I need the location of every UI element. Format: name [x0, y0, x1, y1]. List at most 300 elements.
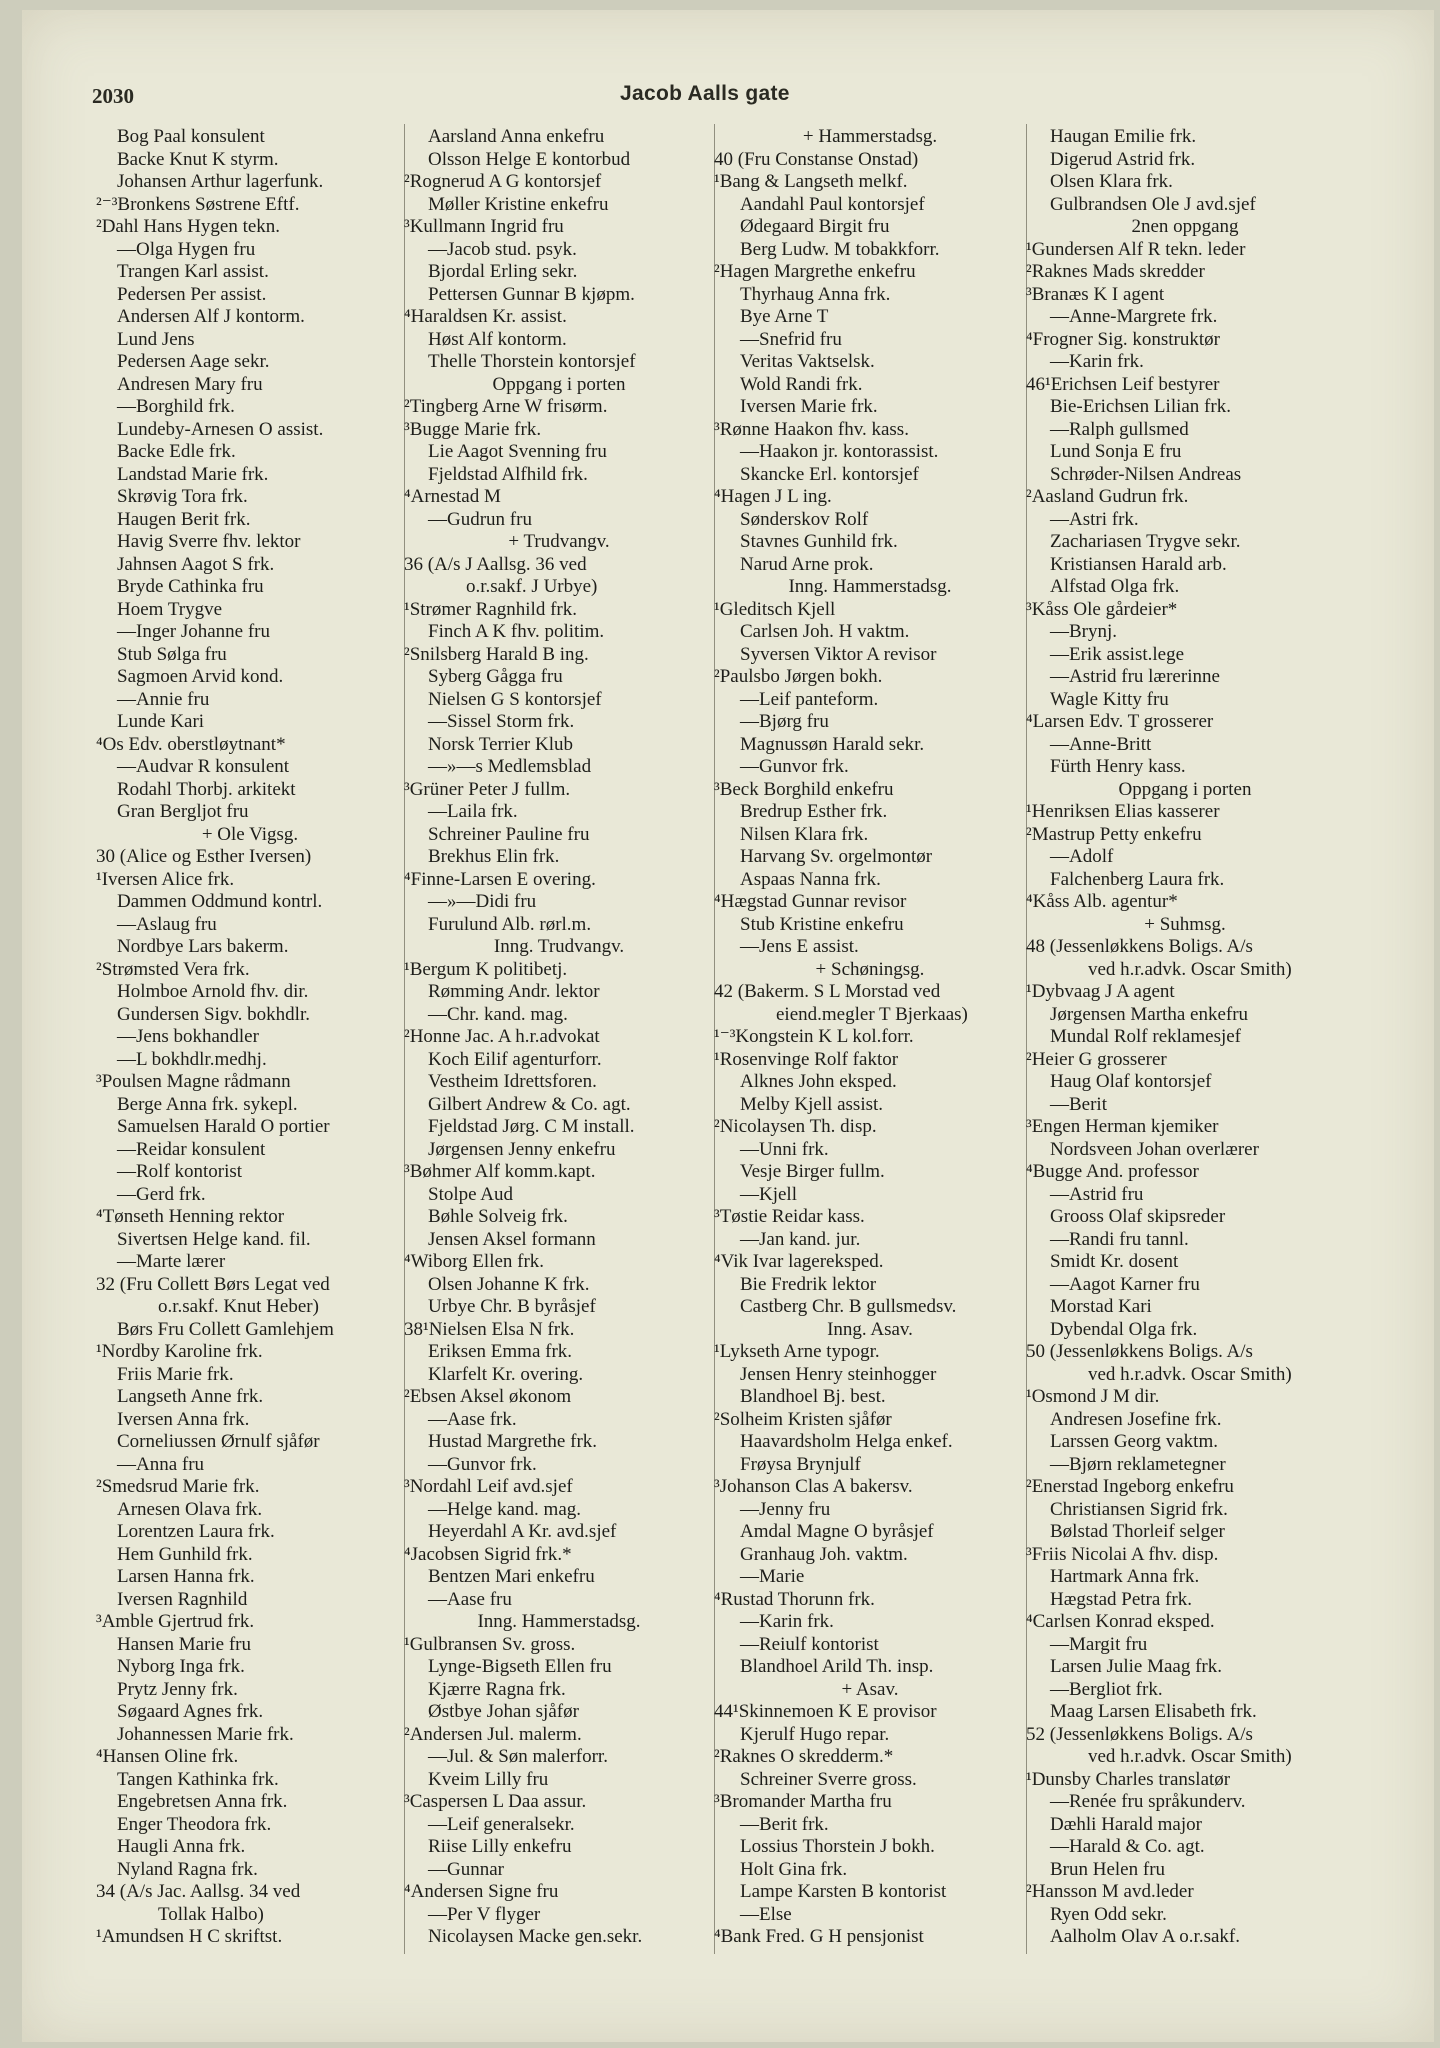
- cross-street-marker: + Asav.: [841, 1678, 899, 1700]
- directory-entry: —Ralph gullsmed: [1050, 418, 1189, 440]
- directory-entry: —Margit fru: [1050, 1633, 1148, 1655]
- directory-entry: Maag Larsen Elisabeth frk.: [1050, 1701, 1257, 1722]
- directory-entry: Pedersen Aage sekr.: [117, 351, 270, 372]
- directory-entry: Dybendal Olga frk.: [1050, 1318, 1198, 1340]
- directory-entry: —Rolf kontorist: [117, 1161, 243, 1182]
- cross-street-marker: + Ole Vigsg.: [201, 823, 299, 845]
- directory-entry: —Bjørg fru: [740, 711, 829, 732]
- directory-entry: Nordsveen Johan overlærer: [1050, 1138, 1259, 1160]
- directory-entry: Hem Gunhild frk.: [117, 1543, 253, 1565]
- directory-entry: —Bergliot frk.: [1050, 1678, 1163, 1700]
- directory-entry: o.r.sakf. Knut Heber): [158, 1296, 319, 1317]
- directory-entry: ¹Rosenvinge Rolf faktor: [714, 1048, 899, 1070]
- directory-entry: —Borghild frk.: [117, 396, 235, 417]
- directory-entry: ³Grüner Peter J fullm.: [404, 778, 571, 800]
- directory-entry: Morstad Kari: [1050, 1296, 1152, 1317]
- directory-entry: ³Amble Gjertrud frk.: [96, 1611, 255, 1632]
- directory-entry: ⁴Haraldsen Kr. assist.: [404, 306, 567, 327]
- directory-entry: —Berit frk.: [740, 1813, 829, 1835]
- directory-entry: 42 (Bakerm. S L Morstad ved: [714, 981, 941, 1002]
- directory-entry: Lund Sonja E fru: [1050, 441, 1182, 462]
- directory-entry: ²Ebsen Aksel økonom: [404, 1386, 572, 1407]
- directory-entry: Hustad Margrethe frk.: [428, 1431, 598, 1452]
- directory-entry: 36 (A/s J Aallsg. 36 ved: [404, 553, 587, 575]
- directory-entry: Alfstad Olga frk.: [1050, 576, 1180, 597]
- directory-entry: Falchenberg Laura frk.: [1050, 868, 1225, 890]
- directory-entry: Sønderskov Rolf: [740, 508, 869, 530]
- directory-entry: Frøysa Brynjulf: [740, 1453, 861, 1475]
- directory-entry: Østbye Johan sjåfør: [428, 1701, 579, 1722]
- directory-entry: —Gerd frk.: [117, 1183, 206, 1205]
- directory-entry: Landstad Marie frk.: [117, 463, 269, 485]
- directory-entry: —Sissel Storm frk.: [428, 711, 575, 732]
- directory-entry: ³Rønne Haakon fhv. kass.: [714, 418, 909, 440]
- directory-entry: ⁴Andersen Signe fru: [404, 1881, 559, 1902]
- directory-entry: eiend.megler T Bjerkaas): [776, 1003, 968, 1025]
- directory-entry: —Astrid fru lærerinne: [1050, 666, 1220, 687]
- directory-entry: ⁴Jacobsen Sigrid frk.*: [404, 1543, 572, 1565]
- directory-entry: —Unni frk.: [740, 1138, 829, 1160]
- directory-entry: Haugan Emilie frk.: [1050, 126, 1197, 147]
- directory-entry: Høst Alf kontorm.: [428, 328, 567, 350]
- directory-entry: Stavnes Gunhild frk.: [740, 531, 898, 552]
- directory-entry: Bog Paal konsulent: [117, 126, 265, 147]
- directory-entry: ⁴Arnestad M: [404, 486, 501, 507]
- directory-entry: Syversen Viktor A revisor: [740, 643, 937, 665]
- directory-entry: Stolpe Aud: [428, 1183, 513, 1205]
- directory-entry: ²Dahl Hans Hygen tekn.: [96, 216, 281, 237]
- directory-entry: Larssen Georg vaktm.: [1050, 1431, 1218, 1452]
- directory-entry: Urbye Chr. B byråsjef: [428, 1296, 596, 1317]
- directory-entry: Sivertsen Helge kand. fil.: [117, 1228, 311, 1250]
- directory-entry: Haugli Anna frk.: [117, 1836, 246, 1857]
- directory-entry: Amdal Magne O byråsjef: [740, 1521, 934, 1542]
- directory-entry: Norsk Terrier Klub: [428, 733, 574, 755]
- directory-entry: Kjærre Ragna frk.: [428, 1678, 566, 1700]
- directory-entry: Finch A K fhv. politim.: [428, 621, 605, 642]
- directory-entry: Bentzen Mari enkefru: [428, 1566, 595, 1587]
- cross-street-marker: + Trudvangv.: [508, 531, 610, 552]
- directory-entry: ⁴Carlsen Konrad eksped.: [1026, 1611, 1215, 1632]
- directory-entry: ²Hagen Margrethe enkefru: [714, 261, 916, 282]
- directory-entry: ¹Gundersen Alf R tekn. leder: [1026, 238, 1246, 260]
- directory-entry: Bie-Erichsen Lilian frk.: [1050, 396, 1231, 417]
- directory-entry: Johansen Arthur lagerfunk.: [117, 171, 324, 192]
- directory-entry: Friis Marie frk.: [117, 1363, 234, 1385]
- directory-entry: ²Mastrup Petty enkefru: [1026, 823, 1202, 845]
- directory-entry: —Adolf: [1050, 846, 1114, 867]
- directory-entry: Backe Edle frk.: [117, 441, 236, 462]
- directory-entry: Lie Aagot Svenning fru: [428, 441, 607, 462]
- cross-street-marker: + Hammerstadsg.: [802, 126, 938, 147]
- directory-entry: Aalholm Olav A o.r.sakf.: [1050, 1926, 1240, 1947]
- directory-entry: Lorentzen Laura frk.: [117, 1521, 275, 1542]
- directory-entry: —Annie fru: [117, 688, 210, 710]
- directory-entry: Skrøvig Tora frk.: [117, 486, 248, 507]
- directory-entry: ⁴Hagen J L ing.: [714, 486, 832, 507]
- directory-entry: Stub Kristine enkefru: [740, 913, 904, 935]
- directory-entry: ¹Osmond J M dir.: [1026, 1386, 1160, 1407]
- directory-entry: —Renée fru språkunderv.: [1050, 1791, 1246, 1812]
- entrance-heading: Inng. Hammerstadsg.: [477, 1611, 641, 1632]
- directory-entry: Kristiansen Harald arb.: [1050, 553, 1227, 575]
- directory-entry: Carlsen Joh. H vaktm.: [740, 621, 910, 642]
- directory-entry: ¹Strømer Ragnhild frk.: [404, 598, 577, 620]
- directory-entry: —Chr. kand. mag.: [428, 1003, 568, 1025]
- directory-entry: —Aslaug fru: [117, 913, 217, 935]
- directory-entry: Schreiner Sverre gross.: [740, 1768, 917, 1790]
- directory-entry: ²Smedsrud Marie frk.: [96, 1476, 260, 1497]
- directory-entry: —Marte lærer: [117, 1251, 226, 1272]
- directory-entry: ²Solheim Kristen sjåfør: [714, 1408, 892, 1430]
- directory-entry: Schrøder-Nilsen Andreas: [1050, 463, 1242, 485]
- directory-entry: ¹Amundsen H C skriftst.: [96, 1926, 283, 1947]
- directory-entry: Furulund Alb. rørl.m.: [428, 913, 592, 935]
- directory-entry: Kveim Lilly fru: [428, 1768, 549, 1790]
- directory-entry: Pedersen Per assist.: [117, 283, 267, 305]
- directory-entry: ved h.r.advk. Oscar Smith): [1088, 1746, 1292, 1767]
- directory-entry: ²Paulsbo Jørgen bokh.: [714, 666, 883, 687]
- directory-entry: Børs Fru Collett Gamlehjem: [117, 1318, 334, 1340]
- directory-entry: ¹Gulbransen Sv. gross.: [404, 1633, 576, 1655]
- directory-entry: —Astrid fru: [1050, 1183, 1144, 1205]
- directory-entry: Backe Knut K styrm.: [117, 148, 279, 170]
- directory-entry: Wagle Kitty fru: [1050, 688, 1169, 710]
- directory-entry: —Reiulf kontorist: [740, 1633, 879, 1655]
- directory-entry: Jensen Henry steinhogger: [740, 1363, 937, 1385]
- directory-entry: Langseth Anne frk.: [117, 1386, 264, 1407]
- directory-entry: ⁴Rustad Thorunn frk.: [714, 1588, 875, 1610]
- directory-entry: Larsen Julie Maag frk.: [1050, 1656, 1222, 1677]
- directory-entry: —Jan kand. jur.: [740, 1228, 861, 1250]
- directory-entry: —Aase fru: [428, 1588, 512, 1610]
- directory-entry: Melby Kjell assist.: [740, 1093, 884, 1115]
- directory-entry: ⁴Larsen Edv. T grosserer: [1026, 711, 1214, 732]
- directory-entry: Magnussøn Harald sekr.: [740, 733, 925, 755]
- directory-entry: Haugen Berit frk.: [117, 508, 251, 530]
- directory-entry: ²Hansson M avd.leder: [1026, 1881, 1194, 1902]
- directory-entry: Olsen Klara frk.: [1050, 171, 1173, 192]
- directory-entry: —Haakon jr. kontorassist.: [740, 441, 939, 462]
- directory-entry: 40 (Fru Constanse Onstad): [714, 148, 919, 170]
- directory-entry: —Jens bokhandler: [117, 1026, 259, 1047]
- directory-entry: Hansen Marie fru: [117, 1633, 252, 1655]
- directory-entry: ²Rognerud A G kontorsjef: [404, 171, 602, 192]
- directory-entry: Aarsland Anna enkefru: [428, 126, 605, 147]
- directory-entry: Corneliussen Ørnulf sjåfør: [117, 1431, 320, 1452]
- directory-entry: ³Beck Borghild enkefru: [714, 778, 894, 800]
- directory-entry: Haug Olaf kontorsjef: [1050, 1071, 1212, 1092]
- directory-entry: Schreiner Pauline fru: [428, 823, 590, 845]
- directory-entry: Lampe Karsten B kontorist: [740, 1881, 947, 1902]
- directory-entry: —Anne-Margrete frk.: [1050, 306, 1218, 327]
- directory-entry: Dæhli Harald major: [1050, 1813, 1202, 1835]
- directory-entry: Dammen Oddmund kontrl.: [117, 891, 323, 912]
- directory-entry: Tollak Halbo): [158, 1903, 264, 1925]
- directory-entry: Haavardsholm Helga enkef.: [740, 1431, 953, 1452]
- directory-entry: Heyerdahl A Kr. avd.sjef: [428, 1521, 617, 1542]
- directory-entry: —Karin frk.: [740, 1611, 834, 1632]
- directory-entry: —Jens E assist.: [740, 936, 859, 957]
- directory-entry: Lossius Thorstein J bokh.: [740, 1836, 935, 1857]
- directory-entry: Lund Jens: [117, 328, 195, 350]
- directory-entry: Veritas Vaktselsk.: [740, 351, 875, 372]
- directory-entry: Jahnsen Aagot S frk.: [117, 553, 275, 575]
- column-3: [714, 126, 1026, 1949]
- directory-entry: ³Kåss Ole gårdeier*: [1026, 598, 1178, 620]
- directory-entry: Berge Anna frk. sykepl.: [117, 1093, 298, 1115]
- directory-entry: ²Strømsted Vera frk.: [96, 958, 250, 980]
- directory-entry: Tangen Kathinka frk.: [117, 1768, 279, 1790]
- directory-entry: Bredrup Esther frk.: [740, 801, 888, 822]
- directory-entry: —Per V flyger: [428, 1903, 541, 1925]
- directory-entry: Ryen Odd sekr.: [1050, 1903, 1167, 1925]
- directory-entry: Andresen Mary fru: [117, 373, 263, 395]
- directory-entry: Sagmoen Arvid kond.: [117, 666, 284, 687]
- directory-entry: 30 (Alice og Esther Iversen): [96, 846, 312, 867]
- directory-entry: Pettersen Gunnar B kjøpm.: [428, 283, 635, 305]
- directory-entry: ²Aasland Gudrun frk.: [1026, 486, 1189, 507]
- entrance-heading: Oppgang i porten: [1118, 778, 1252, 800]
- directory-entry: Havig Sverre fhv. lektor: [117, 531, 301, 552]
- directory-entry: —L bokhdlr.medhj.: [117, 1048, 267, 1070]
- directory-entry: 44¹Skinnemoen K E provisor: [714, 1701, 937, 1722]
- directory-entry: Bye Arne T: [740, 306, 829, 327]
- directory-entry: Lunde Kari: [117, 711, 205, 732]
- directory-entry: —»—Didi fru: [428, 891, 537, 912]
- directory-entry: 46¹Erichsen Leif bestyrer: [1026, 373, 1220, 395]
- directory-entry: —Jenny fru: [740, 1498, 831, 1520]
- directory-entry: ²Snilsberg Harald B ing.: [404, 643, 589, 665]
- directory-entry: 32 (Fru Collett Børs Legat ved: [96, 1273, 330, 1295]
- directory-entry: ³Bøhmer Alf komm.kapt.: [404, 1161, 596, 1182]
- directory-entry: Andersen Alf J kontorm.: [117, 306, 305, 327]
- directory-entry: ⁴Finne-Larsen E overing.: [404, 868, 596, 890]
- directory-entry: ⁴Kåss Alb. agentur*: [1026, 891, 1178, 912]
- directory-entry: Riise Lilly enkefru: [428, 1836, 572, 1857]
- directory-entry: ³Nordahl Leif avd.sjef: [404, 1476, 573, 1497]
- directory-entry: Gran Bergljot fru: [117, 801, 249, 822]
- directory-entry: —Snefrid fru: [740, 328, 842, 350]
- directory-entry: Klarfelt Kr. overing.: [428, 1363, 584, 1385]
- directory-entry: Søgaard Agnes frk.: [117, 1701, 264, 1722]
- directory-entry: Vesje Birger fullm.: [740, 1161, 885, 1182]
- directory-entry: —Gudrun fru: [428, 508, 532, 530]
- directory-entry: —Gunnar: [428, 1858, 504, 1880]
- directory-entry: Arnesen Olava frk.: [117, 1498, 263, 1520]
- directory-entry: Jensen Aksel formann: [428, 1228, 596, 1250]
- directory-entry: —Inger Johanne fru: [117, 621, 271, 642]
- directory-entry: ³Engen Herman kjemiker: [1026, 1116, 1219, 1137]
- directory-entry: —»—s Medlemsblad: [428, 756, 592, 777]
- directory-entry: —Olga Hygen fru: [117, 238, 256, 260]
- directory-entry: —Randi fru tannl.: [1050, 1228, 1189, 1250]
- directory-entry: —Leif generalsekr.: [428, 1813, 575, 1835]
- directory-entry: Kjerulf Hugo repar.: [740, 1723, 890, 1745]
- directory-entry: —Astri frk.: [1050, 508, 1139, 530]
- directory-entry: Skancke Erl. kontorsjef: [740, 463, 919, 485]
- directory-entry: Alknes John eksped.: [740, 1071, 897, 1092]
- directory-entry: —Reidar konsulent: [117, 1138, 266, 1160]
- directory-entry: ³Bromander Martha fru: [714, 1791, 892, 1812]
- directory-entry: Brekhus Elin frk.: [428, 846, 560, 867]
- directory-entry: Bie Fredrik lektor: [740, 1273, 877, 1295]
- directory-entry: Nordbye Lars bakerm.: [117, 936, 289, 957]
- page-title: Jacob Aalls gate: [620, 82, 790, 105]
- directory-entry: Holt Gina frk.: [740, 1858, 848, 1880]
- directory-entry: Gulbrandsen Ole J avd.sjef: [1050, 193, 1256, 215]
- directory-entry: —Anne-Britt: [1050, 733, 1152, 755]
- entrance-heading: Oppgang i porten: [492, 373, 626, 395]
- directory-entry: —Jacob stud. psyk.: [428, 238, 577, 260]
- directory-entry: Narud Arne prok.: [740, 553, 874, 575]
- column-2: [404, 126, 714, 1949]
- entrance-heading: 2nen oppgang: [1131, 216, 1239, 237]
- directory-entry: ³Poulsen Magne rådmann: [96, 1071, 291, 1092]
- directory-entry: Jørgensen Martha enkefru: [1050, 1003, 1249, 1025]
- directory-entry: ³Tøstie Reidar kass.: [714, 1206, 865, 1227]
- directory-entry: ²Nicolaysen Th. disp.: [714, 1116, 877, 1137]
- directory-entry: Syberg Gågga fru: [428, 666, 563, 687]
- directory-entry: ¹Iversen Alice frk.: [96, 868, 235, 890]
- directory-entry: ¹Bang & Langseth melkf.: [714, 171, 908, 192]
- directory-entry: 34 (A/s Jac. Aallsg. 34 ved: [96, 1881, 301, 1902]
- directory-entry: Gundersen Sigv. bokhdlr.: [117, 1003, 310, 1025]
- directory-entry: —Erik assist.lege: [1050, 643, 1185, 665]
- directory-entry: Fjeldstad Jørg. C M install.: [428, 1116, 635, 1137]
- directory-entry: Bryde Cathinka fru: [117, 576, 264, 597]
- directory-entry: —Anna fru: [117, 1453, 205, 1475]
- directory-entry: —Kjell: [740, 1183, 797, 1205]
- directory-entry: Prytz Jenny frk.: [117, 1678, 238, 1700]
- directory-entry: 48 (Jessenløkkens Boligs. A/s: [1026, 936, 1253, 957]
- directory-entry: —Aase frk.: [428, 1408, 517, 1430]
- directory-entry: ¹Gleditsch Kjell: [714, 598, 836, 620]
- directory-entry: Larsen Hanna frk.: [117, 1566, 255, 1587]
- directory-entry: —Gunvor frk.: [428, 1453, 537, 1475]
- directory-entry: Aandahl Paul kontorsjef: [740, 193, 925, 215]
- directory-entry: Bjordal Erling sekr.: [428, 261, 578, 282]
- directory-entry: ³Branæs K I agent: [1026, 283, 1165, 305]
- directory-entry: Vestheim Idrettsforen.: [428, 1071, 597, 1092]
- directory-entry: Grooss Olaf skipsreder: [1050, 1206, 1226, 1227]
- directory-entry: Ødegaard Birgit fru: [740, 216, 890, 237]
- directory-entry: ⁴Os Edv. oberstløytnant*: [96, 733, 286, 755]
- directory-entry: ¹Nordby Karoline frk.: [96, 1341, 263, 1362]
- directory-entry: —Harald & Co. agt.: [1050, 1836, 1205, 1857]
- directory-entry: Granhaug Joh. vaktm.: [740, 1543, 908, 1565]
- cross-street-marker: + Suhmsg.: [1144, 913, 1226, 935]
- directory-entry: ¹Dybvaag J A agent: [1026, 981, 1175, 1002]
- directory-entry: ²Raknes O skredderm.*: [714, 1746, 894, 1767]
- directory-entry: —Audvar R konsulent: [117, 756, 290, 777]
- directory-entry: —Jul. & Søn malerforr.: [428, 1746, 608, 1767]
- directory-entry: o.r.sakf. J Urbye): [466, 576, 598, 597]
- directory-entry: Rømming Andr. lektor: [428, 981, 600, 1002]
- directory-entry: ⁴Bank Fred. G H pensjonist: [714, 1926, 924, 1947]
- directory-entry: ³Caspersen L Daa assur.: [404, 1791, 587, 1812]
- directory-entry: Thelle Thorstein kontorsjef: [428, 351, 636, 372]
- page-number: 2030: [92, 84, 134, 108]
- directory-entry: Møller Kristine enkefru: [428, 193, 609, 215]
- directory-entry: Iversen Anna frk.: [117, 1408, 250, 1430]
- directory-entry: Nielsen G S kontorsjef: [428, 688, 602, 710]
- directory-entry: Lundeby-Arnesen O assist.: [117, 418, 324, 440]
- directory-entry: Zachariasen Trygve sekr.: [1050, 531, 1241, 552]
- directory-entry: Holmboe Arnold fhv. dir.: [117, 981, 309, 1002]
- column-4: [1026, 126, 1344, 1949]
- directory-entry: Iversen Ragnhild: [117, 1588, 248, 1610]
- directory-entry: —Aagot Karner fru: [1050, 1273, 1200, 1295]
- directory-entry: ²Honne Jac. A h.r.advokat: [404, 1026, 600, 1047]
- directory-entry: ³Friis Nicolai A fhv. disp.: [1026, 1543, 1219, 1565]
- directory-entry: Engebretsen Anna frk.: [117, 1791, 288, 1812]
- directory-entry: 38¹Nielsen Elsa N frk.: [404, 1318, 575, 1340]
- directory-entry: Johannessen Marie frk.: [117, 1723, 294, 1745]
- entrance-heading: Inng. Trudvangv.: [493, 936, 625, 957]
- directory-entry: ¹⁻³Kongstein K L kol.forr.: [714, 1026, 914, 1047]
- directory-entry: ved h.r.advk. Oscar Smith): [1088, 1363, 1292, 1385]
- directory-entry: —Marie: [740, 1566, 805, 1587]
- directory-entry: Bølstad Thorleif selger: [1050, 1521, 1225, 1542]
- directory-entry: Castberg Chr. B gullsmedsv.: [740, 1296, 957, 1317]
- directory-entry: —Leif panteform.: [740, 688, 879, 710]
- directory-entry: ⁴Hægstad Gunnar revisor: [714, 891, 907, 912]
- directory-entry: Olsson Helge E kontorbud: [428, 148, 631, 170]
- directory-entry: —Laila frk.: [428, 801, 518, 822]
- directory-entry: Thyrhaug Anna frk.: [740, 283, 891, 305]
- directory-entry: Olsen Johanne K frk.: [428, 1273, 590, 1295]
- directory-entry: Berg Ludw. M tobakkforr.: [740, 238, 940, 260]
- directory-entry: Trangen Karl assist.: [117, 261, 269, 282]
- directory-entry: Stub Sølga fru: [117, 643, 227, 665]
- directory-entry: Digerud Astrid frk.: [1050, 148, 1196, 170]
- directory-entry: Aspaas Nanna frk.: [740, 868, 881, 890]
- column-1: [96, 126, 404, 1949]
- directory-entry: Koch Eilif agenturforr.: [428, 1048, 602, 1070]
- directory-entry: Nilsen Klara frk.: [740, 823, 869, 845]
- directory-entry: Jørgensen Jenny enkefru: [428, 1138, 616, 1160]
- directory-entry: Wold Randi frk.: [740, 373, 863, 395]
- directory-entry: ²Enerstad Ingeborg enkefru: [1026, 1476, 1234, 1497]
- directory-entry: —Karin frk.: [1050, 351, 1144, 372]
- directory-entry: ⁴Wiborg Ellen frk.: [404, 1251, 545, 1272]
- directory-entry: ²Tingberg Arne W frisørm.: [404, 396, 608, 417]
- directory-entry: Rodahl Thorbj. arkitekt: [117, 778, 296, 800]
- directory-entry: Nyborg Inga frk.: [117, 1656, 245, 1677]
- entrance-heading: Inng. Asav.: [827, 1318, 913, 1340]
- directory-entry: Hoem Trygve: [117, 598, 223, 620]
- directory-entry: Gilbert Andrew & Co. agt.: [428, 1093, 631, 1115]
- directory-entry: Blandhoel Arild Th. insp.: [740, 1656, 934, 1677]
- entrance-heading: Inng. Hammerstadsg.: [788, 576, 952, 597]
- directory-entry: Hartmark Anna frk.: [1050, 1566, 1200, 1587]
- directory-entry: Lynge-Bigseth Ellen fru: [428, 1656, 612, 1677]
- directory-entry: ¹Lykseth Arne typogr.: [714, 1341, 880, 1362]
- directory-entry: ⁴Frogner Sig. konstruktør: [1026, 328, 1220, 350]
- directory-entry: ⁴Tønseth Henning rektor: [96, 1206, 285, 1227]
- directory-entry: ³Bugge Marie frk.: [404, 418, 542, 440]
- directory-entry: Blandhoel Bj. best.: [740, 1386, 886, 1407]
- directory-entry: ²⁻³Bronkens Søstrene Eftf.: [96, 193, 300, 215]
- directory-entry: ²Raknes Mads skredder: [1026, 261, 1205, 282]
- directory-entry: 52 (Jessenløkkens Boligs. A/s: [1026, 1723, 1253, 1745]
- directory-entry: ⁴Vik Ivar lagereksped.: [714, 1251, 884, 1272]
- directory-entry: —Bjørn reklametegner: [1050, 1453, 1226, 1475]
- directory-entry: ³Johanson Clas A bakersv.: [714, 1476, 913, 1497]
- directory-entry: ³Kullmann Ingrid fru: [404, 216, 564, 237]
- directory-entry: —Berit: [1050, 1093, 1107, 1115]
